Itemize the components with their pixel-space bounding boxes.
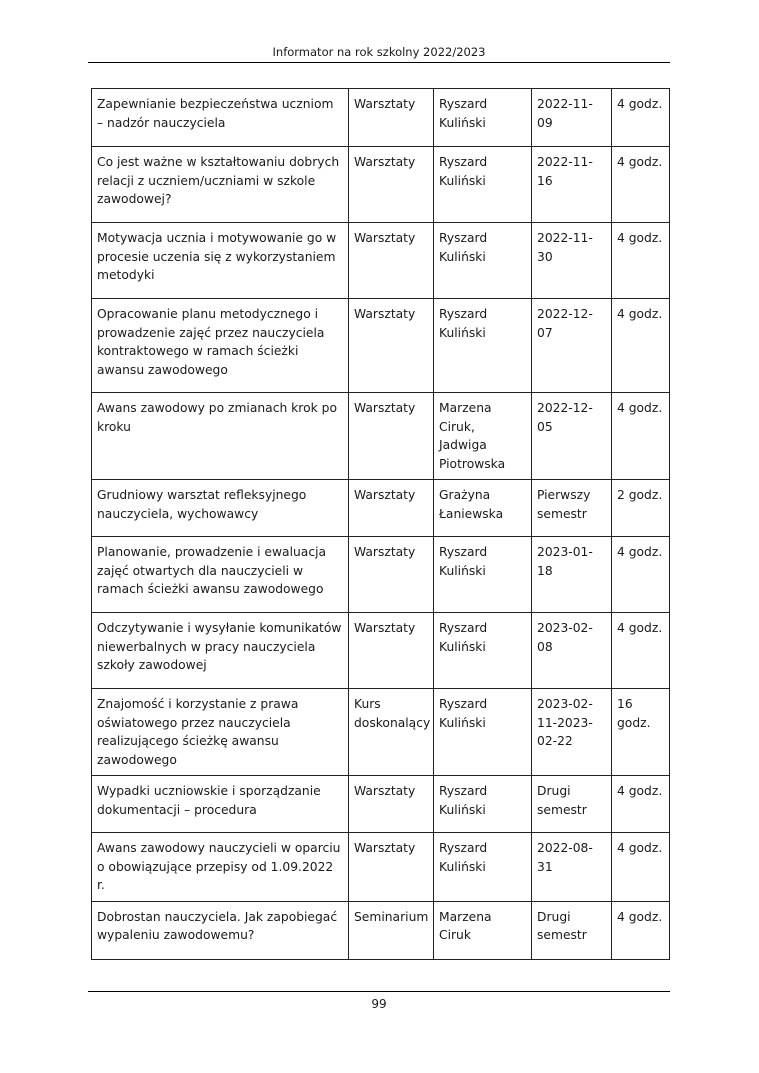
table-row: [92, 613, 670, 689]
table-row: [92, 689, 670, 776]
form-cell: Warsztaty: [349, 393, 434, 480]
date-cell: 2022-12-05: [532, 393, 612, 480]
hours-cell: 4 godz.: [612, 776, 670, 833]
hours-cell: 4 godz.: [612, 299, 670, 393]
date-cell: 2022-11-30: [532, 223, 612, 299]
hours-cell: 16 godz.: [612, 689, 670, 776]
hours-cell: 4 godz.: [612, 613, 670, 689]
table-row: [92, 537, 670, 613]
date-cell: 2022-12-07: [532, 299, 612, 393]
hours-cell: 4 godz.: [612, 901, 670, 959]
form-cell: Warsztaty: [349, 537, 434, 613]
form-cell: Warsztaty: [349, 223, 434, 299]
leader-cell: Ryszard Kuliński: [434, 299, 532, 393]
leader-cell: Ryszard Kuliński: [434, 537, 532, 613]
running-header: Informator na rok szkolny 2022/2023: [272, 45, 486, 59]
leader-cell: Ryszard Kuliński: [434, 833, 532, 902]
date-cell: 2023-02-08: [532, 613, 612, 689]
form-cell: Warsztaty: [349, 833, 434, 902]
topic-cell: Awans zawodowy nauczycieli w oparciu o obowiązujące przepisy od 1.09.2022 r.: [92, 833, 349, 902]
hours-cell: 4 godz.: [612, 393, 670, 480]
form-cell: Warsztaty: [349, 613, 434, 689]
leader-cell: Marzena Ciruk, Jadwiga Piotrowska: [434, 393, 532, 480]
table-row: [92, 833, 670, 902]
topic-cell: Dobrostan nauczyciela. Jak zapobiegać wypaleniu zawodowemu?: [92, 901, 349, 959]
form-cell: Kurs doskonalący: [349, 689, 434, 776]
date-cell: 2022-11-16: [532, 147, 612, 223]
table-row: [92, 223, 670, 299]
footer-rule: [88, 991, 670, 992]
table-row: [92, 776, 670, 833]
form-cell: Warsztaty: [349, 480, 434, 537]
topic-cell: Planowanie, prowadzenie i ewaluacja zajęć otwartych dla nauczycieli w ramach ścieżki awansu zawodowego: [92, 537, 349, 613]
table-row: [92, 480, 670, 537]
table-row: [92, 393, 670, 480]
topic-cell: Awans zawodowy po zmianach krok po kroku: [92, 393, 349, 480]
form-cell: Warsztaty: [349, 89, 434, 147]
date-cell: 2022-08-31: [532, 833, 612, 902]
leader-cell: Ryszard Kuliński: [434, 613, 532, 689]
hours-cell: 4 godz.: [612, 223, 670, 299]
header-rule: [88, 62, 670, 63]
topic-cell: Zapewnianie bezpieczeństwa uczniom – nadzór nauczyciela: [92, 89, 349, 147]
date-cell: 2023-02-11-2023-02-22: [532, 689, 612, 776]
topic-cell: Co jest ważne w kształtowaniu dobrych relacji z uczniem/uczniami w szkole zawodowej?: [92, 147, 349, 223]
leader-cell: Marzena Ciruk: [434, 901, 532, 959]
leader-cell: Ryszard Kuliński: [434, 223, 532, 299]
topic-cell: Odczytywanie i wysyłanie komunikatów niewerbalnych w pracy nauczyciela szkoły zawodowej: [92, 613, 349, 689]
form-cell: Warsztaty: [349, 147, 434, 223]
hours-cell: 4 godz.: [612, 833, 670, 902]
leader-cell: Grażyna Łaniewska: [434, 480, 532, 537]
form-cell: Warsztaty: [349, 299, 434, 393]
table-row: [92, 89, 670, 147]
hours-cell: 4 godz.: [612, 89, 670, 147]
topic-cell: Motywacja ucznia i motywowanie go w procesie uczenia się z wykorzystaniem metodyki: [92, 223, 349, 299]
date-cell: Drugi semestr: [532, 776, 612, 833]
table-row: [92, 147, 670, 223]
leader-cell: Ryszard Kuliński: [434, 89, 532, 147]
training-table: [91, 88, 670, 960]
hours-cell: 4 godz.: [612, 537, 670, 613]
page-number: 99: [371, 997, 387, 1011]
leader-cell: Ryszard Kuliński: [434, 147, 532, 223]
topic-cell: Znajomość i korzystanie z prawa oświatowego przez nauczyciela realizującego ścieżkę awansu zawodowego: [92, 689, 349, 776]
date-cell: Drugi semestr: [532, 901, 612, 959]
hours-cell: 2 godz.: [612, 480, 670, 537]
hours-cell: 4 godz.: [612, 147, 670, 223]
topic-cell: Opracowanie planu metodycznego i prowadzenie zajęć przez nauczyciela kontraktowego w ramach ścieżki awansu zawodowego: [92, 299, 349, 393]
topic-cell: Wypadki uczniowskie i sporządzanie dokumentacji – procedura: [92, 776, 349, 833]
form-cell: Warsztaty: [349, 776, 434, 833]
leader-cell: Ryszard Kuliński: [434, 776, 532, 833]
table-row: [92, 299, 670, 393]
topic-cell: Grudniowy warsztat refleksyjnego nauczyciela, wychowawcy: [92, 480, 349, 537]
leader-cell: Ryszard Kuliński: [434, 689, 532, 776]
date-cell: 2023-01-18: [532, 537, 612, 613]
table-row: [92, 901, 670, 959]
date-cell: 2022-11-09: [532, 89, 612, 147]
date-cell: Pierwszy semestr: [532, 480, 612, 537]
form-cell: Seminarium: [349, 901, 434, 959]
